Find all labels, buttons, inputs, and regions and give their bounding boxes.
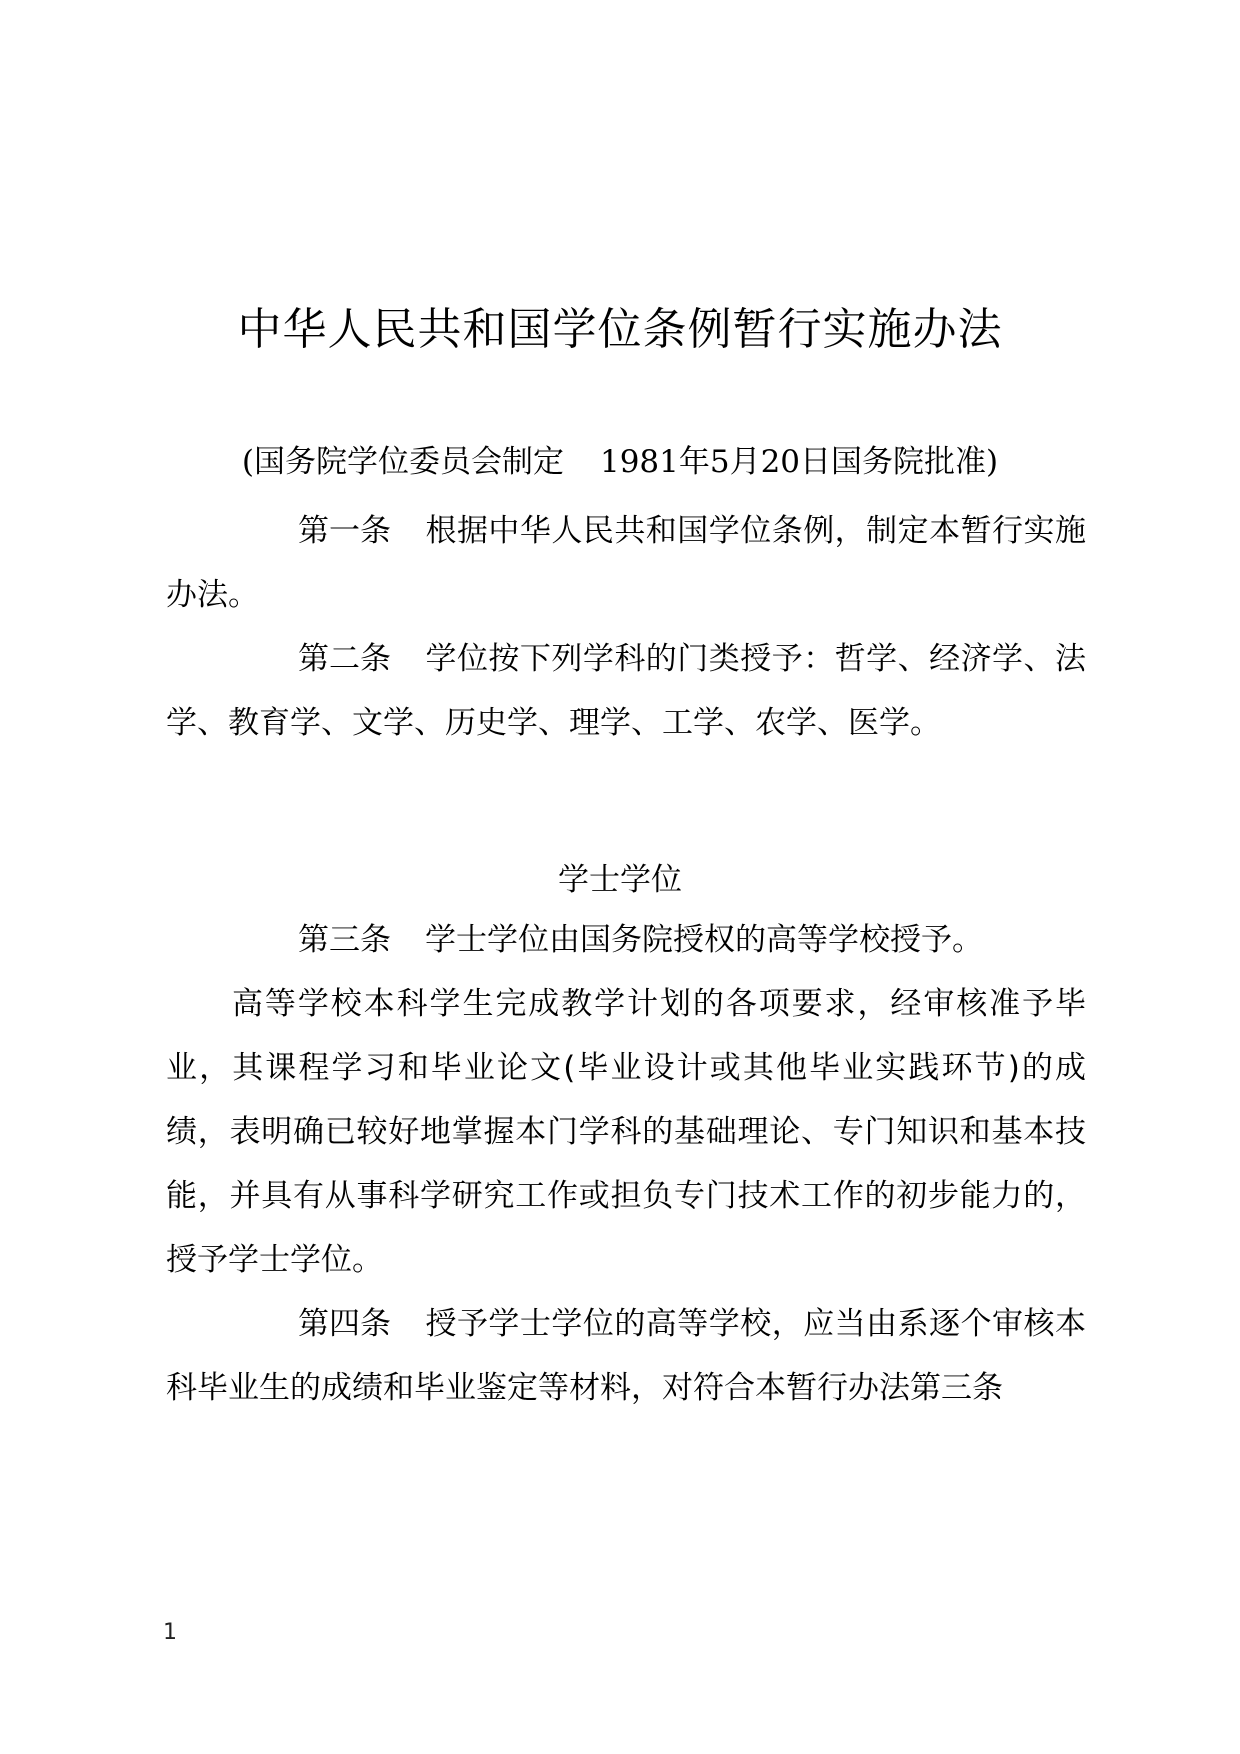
articles-part-two <box>166 908 1086 1420</box>
article-3-paragraph-2 <box>166 972 1086 1292</box>
article-1 <box>166 499 1086 627</box>
article-text: 授予学士学位的高等学校，应当由系逐个审核本科毕业生的成绩和毕业鉴定等材料，对符合本暂行办法第三条 <box>166 1306 1086 1406</box>
document-title: 中华人民共和国学位条例暂行实施办法 <box>237 304 1003 355</box>
page-number: 1 <box>163 1620 177 1645</box>
paragraph-text: 高等学校本科学生完成教学计划的各项要求，经审核准予毕业，其课程学习和毕业论文(毕业设计或其他毕业实践环节)的成绩，表明确已较好地掌握本门学科的基础理论、专门知识和基本技能，并具有从事科学研究工作或担负专门技术工作的初步能力的，授予学士学位。 <box>166 986 1086 1278</box>
article-number: 第一条 <box>298 513 391 549</box>
article-text: 学位按下列学科的门类授予：哲学、经济学、法学、教育学、文学、历史学、理学、工学、农学、医学。 <box>166 641 1086 741</box>
article-number: 第三条 <box>298 922 391 958</box>
article-4 <box>166 1292 1086 1420</box>
section-heading-bachelor: 学士学位 <box>558 862 682 898</box>
articles-part-one <box>166 499 1086 755</box>
article-number: 第二条 <box>298 641 391 677</box>
article-number: 第四条 <box>298 1306 391 1342</box>
article-text: 学士学位由国务院授权的高等学校授予。 <box>425 922 983 958</box>
article-text: 根据中华人民共和国学位条例，制定本暂行实施办法。 <box>166 513 1086 613</box>
article-3 <box>166 908 1086 972</box>
document-subtitle <box>0 437 1240 487</box>
article-2 <box>166 627 1086 755</box>
subtitle-approval: 1981年5月20日国务院批准) <box>599 444 999 480</box>
subtitle-issuer: (国务院学位委员会制定 <box>241 444 564 480</box>
